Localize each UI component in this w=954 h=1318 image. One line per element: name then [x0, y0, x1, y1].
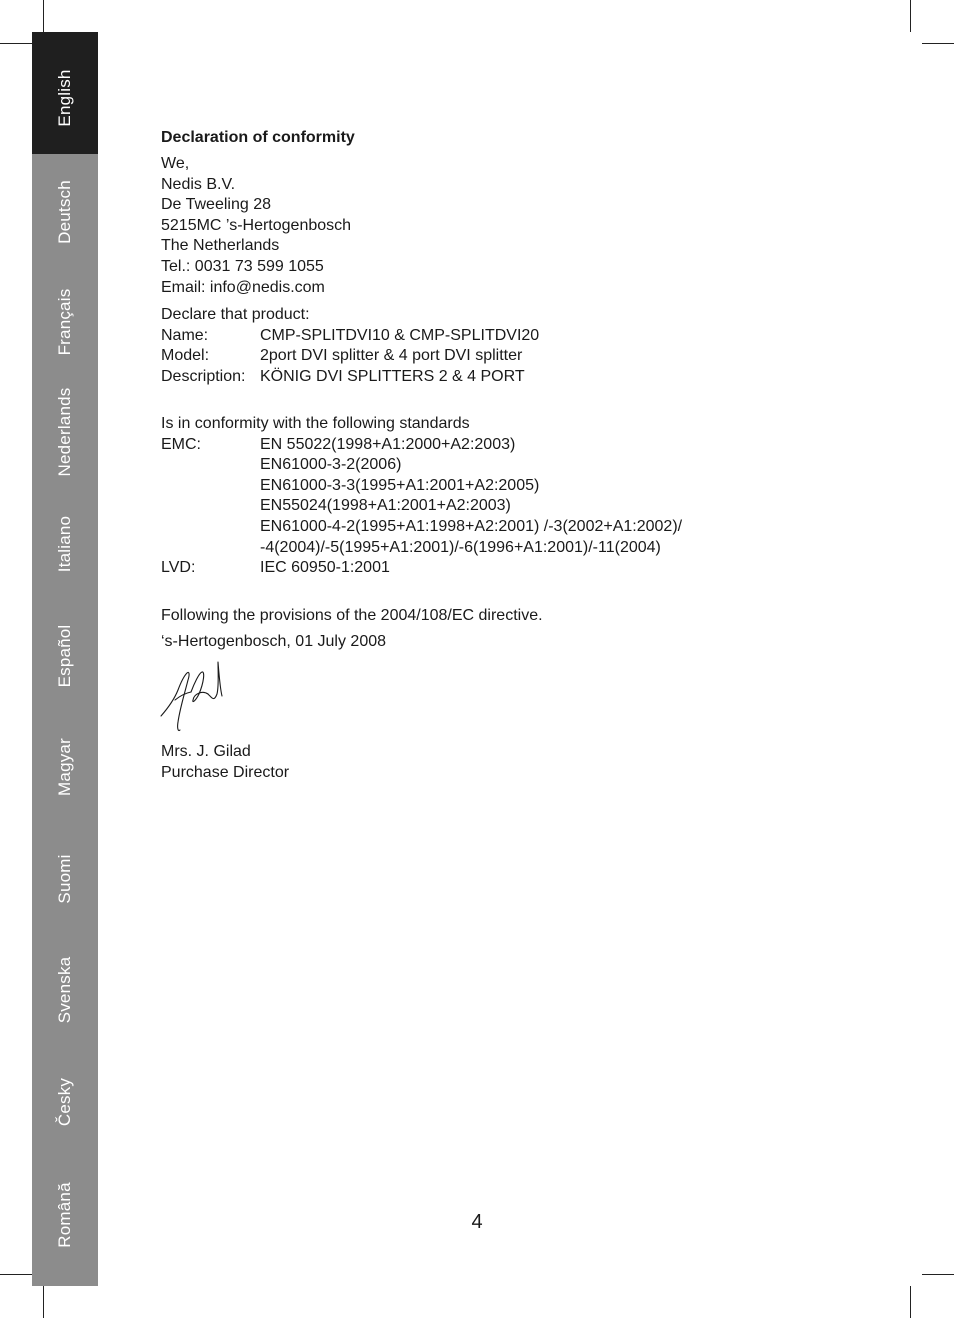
crop-mark: [43, 0, 44, 32]
conformity-line: Is in conformity with the following standards: [161, 415, 470, 432]
tab-suomi[interactable]: [32, 838, 98, 952]
page-number: 4: [471, 1211, 483, 1233]
lvd-row: [161, 558, 682, 579]
tab-label: Magyar: [55, 738, 74, 796]
standards-block: [161, 414, 682, 579]
signature-image: [158, 660, 230, 734]
company-street: De Tweeling 28: [161, 196, 271, 214]
crop-mark: [922, 43, 954, 44]
tab-svenska[interactable]: [32, 952, 98, 1066]
product-name-label: Name:: [161, 326, 209, 344]
crop-mark: [0, 1274, 32, 1275]
emc-standard: EN55024(1998+A1:2001+A2:2003): [260, 497, 511, 515]
lvd-label: LVD:: [161, 559, 196, 577]
place-date-block: [161, 632, 386, 653]
tab-label: Nederlands: [55, 387, 74, 477]
tab-label: Italiano: [55, 515, 74, 573]
crop-mark: [43, 1286, 44, 1318]
tab-nederlands[interactable]: [32, 382, 98, 496]
emc-standard: EN61000-4-2(1995+A1:1998+A2:2001) /-3(2002+A1:2002)/: [260, 517, 683, 535]
tab-italiano[interactable]: [32, 496, 98, 610]
crop-mark: [922, 1274, 954, 1275]
company-name: Nedis B.V.: [161, 175, 236, 193]
crop-mark: [0, 43, 32, 44]
directive-line: Following the provisions of the 2004/108/EC directive.: [161, 607, 543, 624]
place-date: ‘s-Hertogenbosch, 01 July 2008: [161, 633, 387, 650]
product-model-value: 2port DVI splitter & 4 port DVI splitter: [260, 347, 523, 365]
product-description-value: KÖNIG DVI SPLITTERS 2 & 4 PORT: [260, 367, 525, 385]
tab-deutsch[interactable]: [32, 154, 98, 268]
company-postal-city: 5215MC ’s-Hertogenbosch: [161, 216, 352, 234]
product-name-value: CMP-SPLITDVI10 & CMP-SPLITDVI20: [260, 326, 540, 344]
tab-label: Español: [55, 624, 74, 688]
directive-block: [161, 606, 543, 627]
lvd-standard: IEC 60950-1:2001: [260, 559, 390, 577]
signatory-block: [161, 742, 289, 783]
product-description-label: Description:: [161, 367, 246, 385]
company-country: The Netherlands: [161, 237, 280, 255]
product-description-row: [161, 367, 539, 388]
emc-standard: EN 55022(1998+A1:2000+A2:2003): [260, 435, 516, 453]
tab-label: English: [55, 69, 74, 127]
tab-label: Česky: [55, 1077, 74, 1127]
crop-mark: [910, 0, 911, 32]
tab-magyar[interactable]: [32, 724, 98, 838]
product-model-label: Model:: [161, 347, 210, 365]
company-email: Email: info@nedis.com: [161, 278, 325, 296]
company-address: [161, 154, 351, 298]
emc-standards-list: [260, 435, 682, 559]
emc-standard: -4(2004)/-5(1995+A1:2001)/-6(1996+A1:2001)/-11(2004): [260, 538, 661, 556]
intro-text: We,: [161, 155, 190, 172]
product-name-row: [161, 326, 539, 347]
tab-romana[interactable]: [32, 1180, 98, 1286]
tab-label: Deutsch: [55, 180, 74, 244]
tab-english[interactable]: [32, 32, 98, 154]
declaration-title: Declaration of conformity: [161, 129, 355, 146]
tab-label: Français: [55, 288, 74, 356]
emc-row: [161, 435, 682, 559]
signatory-title: Purchase Director: [161, 763, 290, 781]
tab-cesky[interactable]: [32, 1066, 98, 1180]
product-model-row: [161, 346, 539, 367]
tab-francais[interactable]: [32, 268, 98, 382]
emc-label: EMC:: [161, 435, 201, 453]
tab-espanol[interactable]: [32, 610, 98, 724]
language-sidebar: [32, 32, 98, 1286]
emc-standard: EN61000-3-3(1995+A1:2001+A2:2005): [260, 476, 540, 494]
tab-label: Svenska: [55, 956, 74, 1024]
tab-label: Română: [55, 1182, 74, 1248]
company-tel: Tel.: 0031 73 599 1055: [161, 257, 324, 275]
signatory-name: Mrs. J. Gilad: [161, 743, 251, 760]
tab-label: Suomi: [55, 854, 74, 904]
declare-line: Declare that product:: [161, 306, 310, 323]
crop-mark: [910, 1286, 911, 1318]
emc-standard: EN61000-3-2(2006): [260, 456, 402, 474]
declaration-title-block: [161, 128, 355, 149]
product-block: [161, 305, 539, 387]
